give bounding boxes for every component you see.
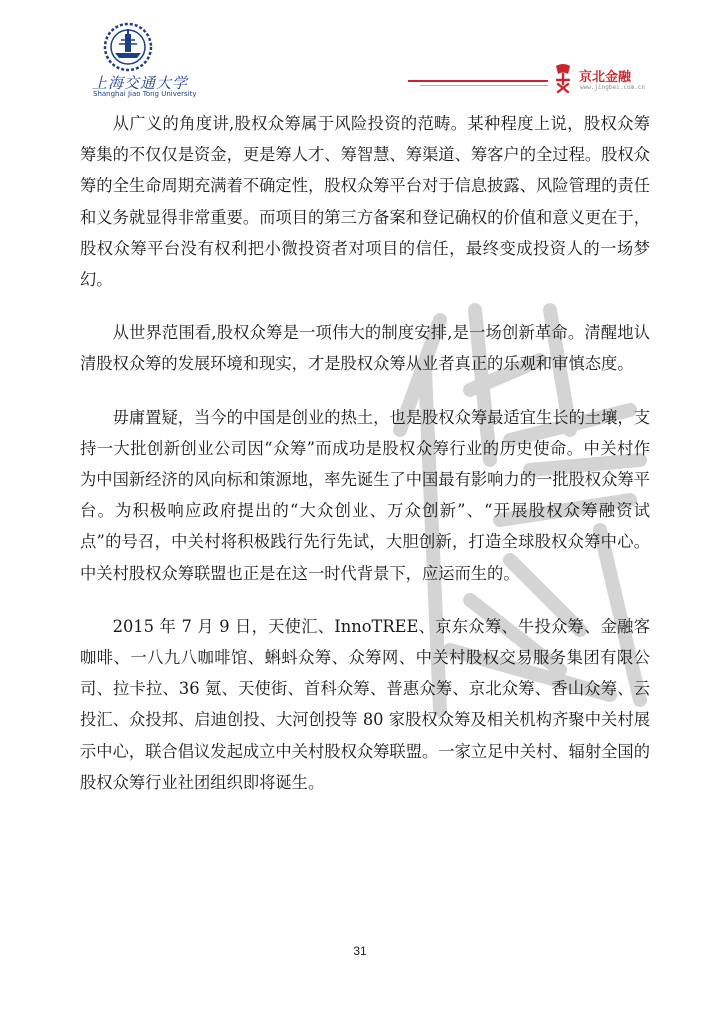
header-divider xyxy=(408,80,548,82)
page-number: 31 xyxy=(353,944,367,958)
brand-name: 京北金融 xyxy=(579,70,632,85)
paragraph: 从广义的角度讲,股权众筹属于风险投资的范畴。某种程度上说，股权众筹筹集的不仅仅是资金，更是筹人才、筹智慧、筹渠道、筹客户的全过程。股权众筹的全生命周期充满着不确定性，股权众筹平台对于信息披露、风险管理的责任和义务就显得非常重要。而项目的第三方备案和登记确权的价值和意义更在于，股权众筹平台没有权利把小微投资者对项目的信任，最终变成投资人的一场梦幻。 xyxy=(80,114,650,290)
header-divider-thin xyxy=(420,85,548,86)
document-body xyxy=(80,108,650,820)
paragraph: 毋庸置疑，当今的中国是创业的热土，也是股权众筹最适宜生长的土壤，支持一大批创新创业公司因“众筹”而成功是股权众筹行业的历史使命。中关村作为中国新经济的风向标和策源地，率先诞生了中国最有影响力的一批股权众筹平台。为积极响应政府提出的“大众创业、万众创新”、“开展股权众筹融资试点”的号召，中关村将积极践行先行先试，大胆创新，打造全球股权众筹中心。中关村股权众筹联盟也正是在这一时代背景下，应运而生的。 xyxy=(80,407,650,583)
page-header xyxy=(0,0,720,104)
paragraph: 2015 年 7 月 9 日，天使汇、InnoTREE、京东众筹、牛投众筹、金融客咖啡、一八九八咖啡馆、蝌蚪众筹、众筹网、中关村股权交易服务集团有限公司、拉卡拉、36 氪、天使街、首科众筹、普惠众筹、京北众筹、香山众筹、云投汇、众投邦、启迪创投、大河创投等 80 家股权众筹及相关机构齐聚中关村展示中心，联合倡议发起成立中关村股权众筹联盟。一家立足中关村、辐射全国的股权众筹行业社团组织即将诞生。 xyxy=(80,616,650,792)
university-name-cn: 上海交通大学 xyxy=(92,74,189,92)
university-name-en: Shanghai Jiao Tong University xyxy=(93,90,197,98)
brand-url: www.jingbei.com.cn xyxy=(580,84,646,91)
paragraph: 从世界范围看,股权众筹是一项伟大的制度安排,是一场创新革命。清醒地认清股权众筹的发展环境和现实，才是股权众筹从业者真正的乐观和审慎态度。 xyxy=(80,323,650,374)
sjtu-emblem-icon xyxy=(103,22,153,72)
jingbei-logo-icon xyxy=(552,62,574,96)
